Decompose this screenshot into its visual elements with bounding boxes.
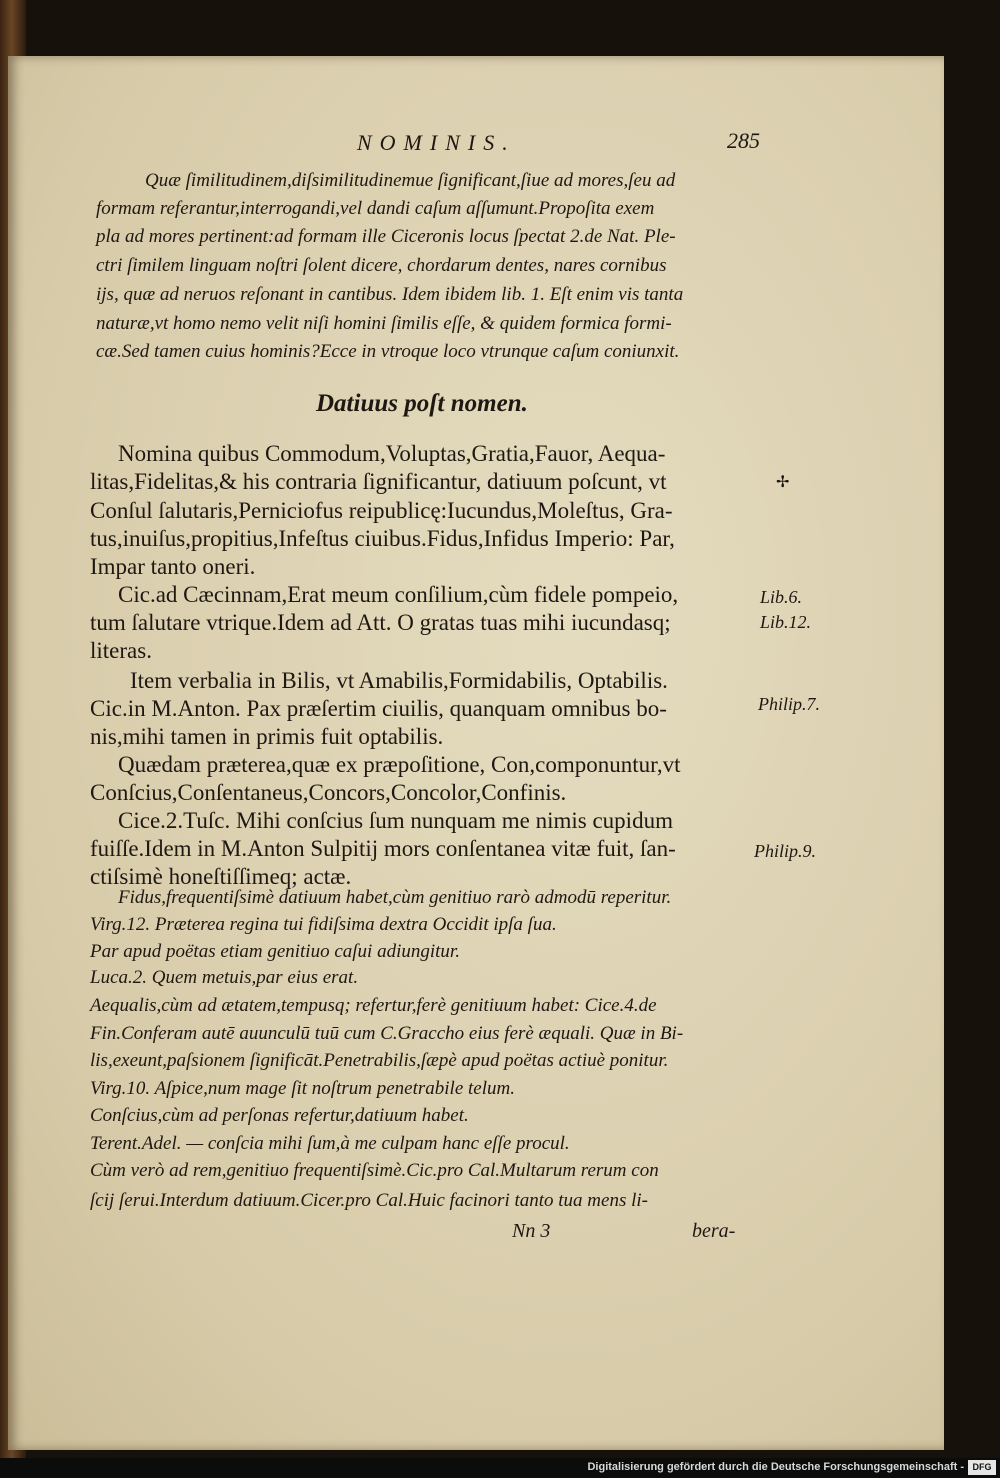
dfg-logo: DFG <box>968 1460 996 1475</box>
margin-note: Philip.9. <box>754 841 816 861</box>
note-line: Aequalis,cùm ad ætatem,tempusq; refertur,ferè genitiuum habet: Cice.4.de <box>90 995 657 1016</box>
intro-line: formam referantur,interrogandi,vel dandi caſum aſſumunt.Propoſita exem <box>96 198 655 219</box>
body-line: ctiſsimè honeſtiſſimeq; actæ. <box>90 864 352 889</box>
body-line: tum ſalutare vtrique.Idem ad Att. O gratas tuas mihi iucundasq; <box>90 610 671 635</box>
margin-note: Lib.12. <box>760 612 812 632</box>
body-line: nis,mihi tamen in primis fuit optabilis. <box>90 724 444 749</box>
body-line: Conſul ſalutaris,Perniciofus reipublicę:Iucundus,Moleſtus, Gra- <box>90 498 673 523</box>
intro-line: ijs, quæ ad neruos reſonant in cantibus. Idem ibidem lib. 1. Eſt enim vis tanta <box>96 284 684 305</box>
body-line: litas,Fidelitas,& his contraria ſignificantur, datiuum poſcunt, vt <box>90 469 667 494</box>
intro-line: cæ.Sed tamen cuius hominis?Ecce in vtroque loco vtrunque caſum coniunxit. <box>96 341 680 362</box>
printer-mark-icon: ✢ <box>776 474 790 491</box>
note-line: Conſcius,cùm ad perſonas refertur,datiuum habet. <box>90 1105 469 1126</box>
note-line: Terent.Adel. — conſcia mihi ſum,à me culpam hanc eſſe procul. <box>90 1133 570 1154</box>
note-line: Fidus,frequentiſsimè datiuum habet,cùm genitiuo rarò admodū reperitur. <box>118 887 672 908</box>
note-line: Luca.2. Quem metuis,par eius erat. <box>90 967 359 988</box>
note-line: ſcij ſerui.Interdum datiuum.Cicer.pro Cal.Huic facinori tanto tua mens li- <box>90 1190 648 1211</box>
body-line: Quædam præterea,quæ ex præpoſitione, Con,componuntur,vt <box>118 752 681 777</box>
note-line: Fin.Conferam autē auunculū tuū cum C.Graccho eius ferè æquali. Quæ in Bi- <box>90 1023 684 1044</box>
intro-line: pla ad mores pertinent:ad formam ille Ciceronis locus ſpectat 2.de Nat. Ple- <box>96 226 676 247</box>
signature-mark: Nn 3 <box>512 1220 551 1242</box>
body-line: Cic.in M.Anton. Pax præſertim ciuilis, quanquam omnibus bo- <box>90 696 667 721</box>
running-title: NOMINIS. <box>357 130 516 155</box>
note-line: Virg.10. Aſpice,num mage ſit noſtrum penetrabile telum. <box>90 1078 515 1099</box>
page-number: 285 <box>727 128 760 153</box>
catchword: bera- <box>692 1220 736 1242</box>
intro-line: naturæ,vt homo nemo velit niſi homini ſimilis eſſe, & quidem formica formi- <box>96 313 672 334</box>
margin-note: Lib.6. <box>760 587 803 607</box>
section-title: Datiuus poſt nomen. <box>316 390 528 417</box>
body-line: Item verbalia in Bilis, vt Amabilis,Formidabilis, Optabilis. <box>130 668 668 693</box>
intro-line: Quæ ſimilitudinem,diſsimilitudinemue ſignificant,ſiue ad mores,ſeu ad <box>145 170 676 191</box>
note-line: Virg.12. Præterea regina tui fidiſsima dextra Occidit ipſa ſua. <box>90 914 557 935</box>
body-line: Cice.2.Tuſc. Mihi conſcius ſum nunquam me nimis cupidum <box>118 808 673 833</box>
note-line: lis,exeunt,paſsionem ſignificāt.Penetrabilis,ſæpè apud poëtas actiuè ponitur. <box>90 1050 669 1071</box>
note-line: Par apud poëtas etiam genitiuo caſui adiungitur. <box>90 941 460 962</box>
body-line: fuiſſe.Idem in M.Anton Sulpitij mors conſentanea vitæ fuit, ſan- <box>90 836 676 861</box>
note-line: Cùm verò ad rem,genitiuo frequentiſsimè.Cic.pro Cal.Multarum rerum con <box>90 1160 659 1181</box>
body-line: Cic.ad Cæcinnam,Erat meum conſilium,cùm fidele pompeio, <box>118 582 679 607</box>
body-line: Impar tanto oneri. <box>90 554 256 579</box>
margin-note: Philip.7. <box>758 694 820 714</box>
body-line: Conſcius,Conſentaneus,Concors,Concolor,Confinis. <box>90 780 567 805</box>
body-line: Nomina quibus Commodum,Voluptas,Gratia,Fauor, Aequa- <box>118 441 666 466</box>
intro-line: ctri ſimilem linguam noſtri ſolent dicere, chordarum dentes, nares cornibus <box>96 255 667 276</box>
funding-credit: Digitalisierung gefördert durch die Deutsche Forschungsgemeinschaft - <box>587 1461 964 1473</box>
body-line: literas. <box>90 638 152 663</box>
body-line: tus,inuiſus,propitius,Infeſtus ciuibus.Fidus,Infidus Imperio: Par, <box>90 526 675 551</box>
